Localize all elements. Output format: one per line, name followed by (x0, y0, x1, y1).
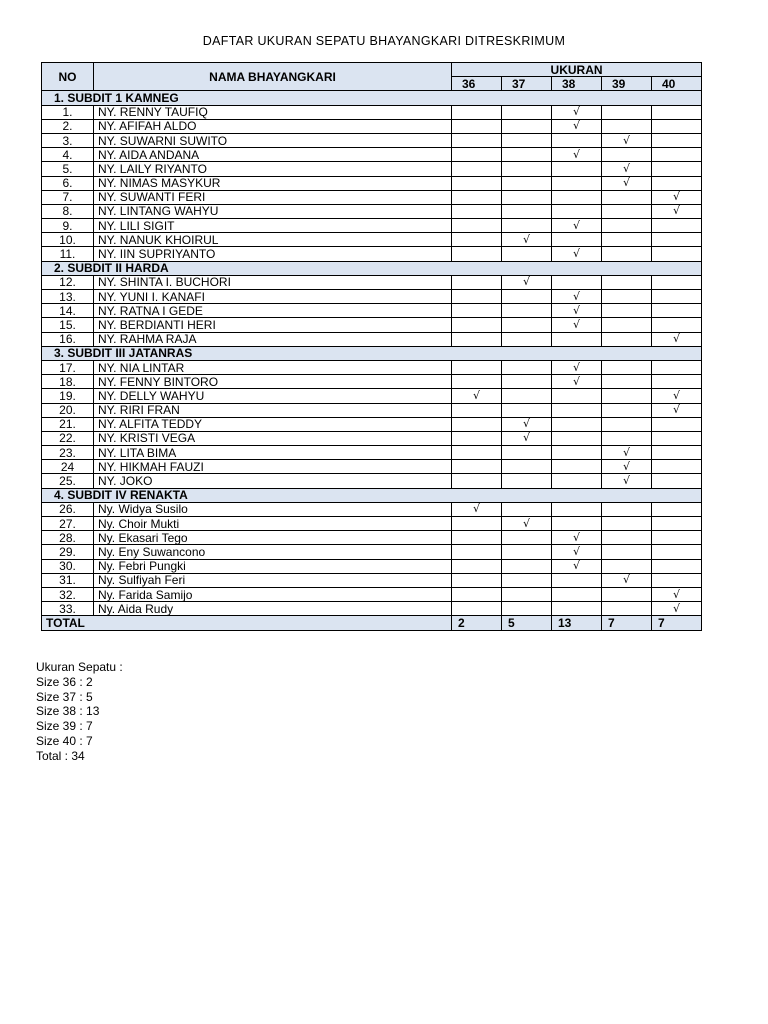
size-cell-37 (502, 502, 552, 516)
size-cell-38 (552, 389, 602, 403)
member-name: NY. LILI SIGIT (94, 219, 452, 233)
size-cell-39 (602, 389, 652, 403)
size-cell-40 (652, 375, 702, 389)
size-cell-40 (652, 417, 702, 431)
size-cell-40 (652, 219, 702, 233)
size-cell-40 (652, 573, 702, 587)
row-number: 20. (42, 403, 94, 417)
row-number: 14. (42, 304, 94, 318)
member-name: Ny. Eny Suwancono (94, 545, 452, 559)
member-name: NY. NANUK KHOIRUL (94, 233, 452, 247)
size-cell-36 (452, 119, 502, 133)
check-mark-icon: √ (502, 233, 552, 247)
size-cell-37 (502, 304, 552, 318)
table-row (42, 332, 702, 346)
section-label: 4. SUBDIT IV RENAKTA (42, 488, 702, 502)
row-number: 18. (42, 375, 94, 389)
size-cell-37 (502, 587, 552, 601)
table-row (42, 587, 702, 601)
table-row (42, 105, 702, 119)
size-cell-36 (452, 474, 502, 488)
size-cell-36 (452, 573, 502, 587)
size-cell-39 (602, 190, 652, 204)
size-cell-38 (552, 233, 602, 247)
size-cell-37 (502, 162, 552, 176)
table-header (42, 63, 702, 91)
row-number: 10. (42, 233, 94, 247)
size-cell-39 (602, 233, 652, 247)
summary-line: Size 39 : 7 (36, 719, 93, 734)
check-mark-icon: √ (652, 602, 702, 616)
size-cell-36 (452, 275, 502, 289)
member-name: Ny. Ekasari Tego (94, 531, 452, 545)
size-cell-37 (502, 446, 552, 460)
member-name: NY. FENNY BINTORO (94, 375, 452, 389)
check-mark-icon: √ (602, 573, 652, 587)
member-name: Ny. Choir Mukti (94, 517, 452, 531)
total-size-36: 2 (452, 616, 502, 630)
check-mark-icon: √ (602, 162, 652, 176)
size-cell-38 (552, 275, 602, 289)
table-row (42, 162, 702, 176)
table-row (42, 375, 702, 389)
shoe-size-table (41, 62, 702, 631)
check-mark-icon: √ (552, 148, 602, 162)
document-title: DAFTAR UKURAN SEPATU BHAYANGKARI DITRESKRIMUM (202, 34, 566, 48)
table-row (42, 602, 702, 616)
size-cell-37 (502, 545, 552, 559)
member-name: NY. HIKMAH FAUZI (94, 460, 452, 474)
size-cell-36 (452, 559, 502, 573)
size-cell-37 (502, 105, 552, 119)
table-row (42, 290, 702, 304)
table-row (42, 233, 702, 247)
check-mark-icon: √ (552, 304, 602, 318)
header-size-37: 37 (502, 77, 552, 91)
table-row (42, 204, 702, 218)
row-number: 7. (42, 190, 94, 204)
row-number: 17. (42, 360, 94, 374)
check-mark-icon: √ (552, 531, 602, 545)
table-row (42, 190, 702, 204)
row-number: 26. (42, 502, 94, 516)
row-number: 24 (42, 460, 94, 474)
size-cell-37 (502, 190, 552, 204)
header-no: NO (42, 63, 94, 91)
size-cell-39 (602, 119, 652, 133)
section-row (42, 488, 702, 502)
size-cell-40 (652, 431, 702, 445)
row-number: 3. (42, 133, 94, 147)
member-name: NY. YUNI I. KANAFI (94, 290, 452, 304)
size-cell-39 (602, 517, 652, 531)
row-number: 2. (42, 119, 94, 133)
size-cell-37 (502, 460, 552, 474)
check-mark-icon: √ (552, 219, 602, 233)
member-name: NY. AFIFAH ALDO (94, 119, 452, 133)
row-number: 29. (42, 545, 94, 559)
row-number: 11. (42, 247, 94, 261)
size-cell-38 (552, 474, 602, 488)
member-name: NY. NIMAS MASYKUR (94, 176, 452, 190)
size-cell-36 (452, 233, 502, 247)
row-number: 25. (42, 474, 94, 488)
size-cell-36 (452, 431, 502, 445)
size-cell-37 (502, 531, 552, 545)
header-size: UKURAN (452, 63, 702, 77)
size-cell-40 (652, 162, 702, 176)
section-label: 1. SUBDIT 1 KAMNEG (42, 91, 702, 105)
size-cell-40 (652, 247, 702, 261)
summary-line: Size 40 : 7 (36, 733, 93, 748)
size-cell-39 (602, 375, 652, 389)
check-mark-icon: √ (652, 204, 702, 218)
section-row (42, 346, 702, 360)
size-cell-37 (502, 133, 552, 147)
row-number: 16. (42, 332, 94, 346)
header-size-39: 39 (602, 77, 652, 91)
size-cell-40 (652, 148, 702, 162)
size-cell-36 (452, 204, 502, 218)
member-name: NY. KRISTI VEGA (94, 431, 452, 445)
table-row (42, 460, 702, 474)
total-size-38: 13 (552, 616, 602, 630)
check-mark-icon: √ (652, 587, 702, 601)
size-cell-38 (552, 573, 602, 587)
size-cell-39 (602, 148, 652, 162)
check-mark-icon: √ (652, 403, 702, 417)
row-number: 32. (42, 587, 94, 601)
size-cell-40 (652, 105, 702, 119)
member-name: NY. LAILY RIYANTO (94, 162, 452, 176)
size-cell-37 (502, 474, 552, 488)
size-cell-38 (552, 502, 602, 516)
table-row (42, 545, 702, 559)
size-cell-38 (552, 133, 602, 147)
size-cell-36 (452, 162, 502, 176)
table-row (42, 219, 702, 233)
size-cell-36 (452, 531, 502, 545)
size-cell-36 (452, 403, 502, 417)
member-name: NY. JOKO (94, 474, 452, 488)
row-number: 13. (42, 290, 94, 304)
check-mark-icon: √ (502, 431, 552, 445)
size-cell-37 (502, 290, 552, 304)
size-cell-37 (502, 360, 552, 374)
member-name: NY. NIA LINTAR (94, 360, 452, 374)
size-cell-40 (652, 502, 702, 516)
size-cell-37 (502, 375, 552, 389)
size-cell-39 (602, 545, 652, 559)
check-mark-icon: √ (502, 275, 552, 289)
size-cell-36 (452, 587, 502, 601)
size-cell-40 (652, 318, 702, 332)
row-number: 31. (42, 573, 94, 587)
check-mark-icon: √ (602, 133, 652, 147)
check-mark-icon: √ (552, 559, 602, 573)
size-cell-37 (502, 204, 552, 218)
member-name: Ny. Aida Rudy (94, 602, 452, 616)
size-cell-38 (552, 176, 602, 190)
total-row (42, 616, 702, 630)
size-cell-40 (652, 119, 702, 133)
header-name: NAMA BHAYANGKARI (94, 63, 452, 91)
size-cell-37 (502, 318, 552, 332)
section-label: 2. SUBDIT II HARDA (42, 261, 702, 275)
section-row (42, 261, 702, 275)
table-row (42, 403, 702, 417)
size-cell-39 (602, 290, 652, 304)
total-size-37: 5 (502, 616, 552, 630)
member-name: NY. AIDA ANDANA (94, 148, 452, 162)
member-name: NY. SUWARNI SUWITO (94, 133, 452, 147)
check-mark-icon: √ (452, 389, 502, 403)
size-cell-36 (452, 602, 502, 616)
header-size-36: 36 (452, 77, 502, 91)
check-mark-icon: √ (502, 417, 552, 431)
table-row (42, 431, 702, 445)
size-cell-39 (602, 247, 652, 261)
size-cell-40 (652, 474, 702, 488)
summary-heading: Ukuran Sepatu : (36, 660, 123, 674)
table-row (42, 517, 702, 531)
check-mark-icon: √ (502, 517, 552, 531)
check-mark-icon: √ (652, 389, 702, 403)
table-row (42, 304, 702, 318)
size-cell-40 (652, 290, 702, 304)
table-row (42, 360, 702, 374)
size-cell-39 (602, 559, 652, 573)
size-cell-38 (552, 460, 602, 474)
size-cell-37 (502, 247, 552, 261)
size-cell-40 (652, 233, 702, 247)
size-cell-40 (652, 517, 702, 531)
size-cell-39 (602, 332, 652, 346)
member-name: NY. ALFITA TEDDY (94, 417, 452, 431)
row-number: 22. (42, 431, 94, 445)
size-cell-36 (452, 304, 502, 318)
member-name: NY. DELLY WAHYU (94, 389, 452, 403)
table-row (42, 318, 702, 332)
summary-line: Size 36 : 2 (36, 674, 93, 689)
size-cell-39 (602, 403, 652, 417)
size-cell-38 (552, 403, 602, 417)
table-row (42, 573, 702, 587)
size-cell-36 (452, 176, 502, 190)
row-number: 21. (42, 417, 94, 431)
size-cell-37 (502, 403, 552, 417)
row-number: 12. (42, 275, 94, 289)
size-cell-39 (602, 304, 652, 318)
size-cell-40 (652, 176, 702, 190)
table-row (42, 247, 702, 261)
size-cell-36 (452, 247, 502, 261)
header-size-38: 38 (552, 77, 602, 91)
size-cell-39 (602, 219, 652, 233)
size-cell-40 (652, 275, 702, 289)
table-row (42, 502, 702, 516)
size-cell-38 (552, 162, 602, 176)
member-name: NY. SUWANTI FERI (94, 190, 452, 204)
table-row (42, 389, 702, 403)
size-cell-36 (452, 446, 502, 460)
size-cell-38 (552, 602, 602, 616)
row-number: 33. (42, 602, 94, 616)
check-mark-icon: √ (602, 446, 652, 460)
total-size-40: 7 (652, 616, 702, 630)
check-mark-icon: √ (602, 474, 652, 488)
row-number: 23. (42, 446, 94, 460)
size-cell-36 (452, 219, 502, 233)
member-name: NY. RATNA I GEDE (94, 304, 452, 318)
row-number: 19. (42, 389, 94, 403)
size-cell-36 (452, 290, 502, 304)
member-name: NY. RENNY TAUFIQ (94, 105, 452, 119)
table-row (42, 176, 702, 190)
table-row (42, 531, 702, 545)
check-mark-icon: √ (552, 105, 602, 119)
size-cell-38 (552, 587, 602, 601)
size-cell-36 (452, 417, 502, 431)
size-cell-37 (502, 559, 552, 573)
member-name: NY. BERDIANTI HERI (94, 318, 452, 332)
summary-line: Size 37 : 5 (36, 689, 93, 704)
row-number: 5. (42, 162, 94, 176)
header-size-40: 40 (652, 77, 702, 91)
size-cell-37 (502, 176, 552, 190)
check-mark-icon: √ (602, 176, 652, 190)
check-mark-icon: √ (602, 460, 652, 474)
table-row (42, 417, 702, 431)
table-row (42, 133, 702, 147)
summary-line: Size 38 : 13 (36, 704, 100, 719)
table-row (42, 119, 702, 133)
size-cell-39 (602, 318, 652, 332)
size-cell-39 (602, 360, 652, 374)
table-row (42, 148, 702, 162)
size-cell-39 (602, 275, 652, 289)
check-mark-icon: √ (652, 332, 702, 346)
member-name: NY. LINTANG WAHYU (94, 204, 452, 218)
size-cell-37 (502, 119, 552, 133)
size-cell-38 (552, 517, 602, 531)
check-mark-icon: √ (552, 247, 602, 261)
row-number: 28. (42, 531, 94, 545)
check-mark-icon: √ (652, 190, 702, 204)
size-cell-37 (502, 602, 552, 616)
size-cell-39 (602, 502, 652, 516)
check-mark-icon: √ (552, 545, 602, 559)
size-cell-36 (452, 190, 502, 204)
size-cell-39 (602, 531, 652, 545)
row-number: 9. (42, 219, 94, 233)
size-cell-39 (602, 587, 652, 601)
member-name: NY. LITA BIMA (94, 446, 452, 460)
check-mark-icon: √ (552, 360, 602, 374)
table-row (42, 559, 702, 573)
row-number: 27. (42, 517, 94, 531)
size-cell-36 (452, 105, 502, 119)
row-number: 15. (42, 318, 94, 332)
member-name: Ny. Febri Pungki (94, 559, 452, 573)
size-cell-40 (652, 545, 702, 559)
size-cell-39 (602, 204, 652, 218)
size-cell-36 (452, 133, 502, 147)
size-cell-38 (552, 431, 602, 445)
size-cell-40 (652, 446, 702, 460)
table-row (42, 474, 702, 488)
size-cell-40 (652, 133, 702, 147)
size-cell-40 (652, 531, 702, 545)
check-mark-icon: √ (452, 502, 502, 516)
size-cell-38 (552, 446, 602, 460)
size-cell-38 (552, 204, 602, 218)
size-cell-37 (502, 148, 552, 162)
size-cell-40 (652, 360, 702, 374)
table-row (42, 275, 702, 289)
row-number: 4. (42, 148, 94, 162)
row-number: 6. (42, 176, 94, 190)
member-name: NY. RAHMA RAJA (94, 332, 452, 346)
size-cell-40 (652, 460, 702, 474)
member-name: Ny. Farida Samijo (94, 587, 452, 601)
section-label: 3. SUBDIT III JATANRAS (42, 346, 702, 360)
size-cell-39 (602, 431, 652, 445)
size-cell-37 (502, 573, 552, 587)
size-cell-36 (452, 375, 502, 389)
section-row (42, 91, 702, 105)
size-cell-37 (502, 219, 552, 233)
check-mark-icon: √ (552, 375, 602, 389)
table-row (42, 446, 702, 460)
size-cell-36 (452, 318, 502, 332)
size-cell-38 (552, 417, 602, 431)
check-mark-icon: √ (552, 290, 602, 304)
total-label: TOTAL (42, 616, 452, 630)
size-cell-39 (602, 417, 652, 431)
summary-line: Total : 34 (36, 748, 85, 763)
member-name: Ny. Sulfiyah Feri (94, 573, 452, 587)
member-name: NY. RIRI FRAN (94, 403, 452, 417)
size-cell-36 (452, 460, 502, 474)
member-name: NY. IIN SUPRIYANTO (94, 247, 452, 261)
size-cell-39 (602, 105, 652, 119)
size-cell-38 (552, 190, 602, 204)
size-cell-36 (452, 517, 502, 531)
row-number: 8. (42, 204, 94, 218)
size-summary (36, 660, 123, 764)
size-cell-40 (652, 304, 702, 318)
check-mark-icon: √ (552, 318, 602, 332)
size-cell-36 (452, 545, 502, 559)
size-cell-38 (552, 332, 602, 346)
size-cell-36 (452, 148, 502, 162)
member-name: Ny. Widya Susilo (94, 502, 452, 516)
check-mark-icon: √ (552, 119, 602, 133)
member-name: NY. SHINTA I. BUCHORI (94, 275, 452, 289)
size-cell-40 (652, 559, 702, 573)
total-size-39: 7 (602, 616, 652, 630)
size-cell-36 (452, 332, 502, 346)
size-cell-39 (602, 602, 652, 616)
row-number: 30. (42, 559, 94, 573)
size-cell-37 (502, 389, 552, 403)
size-cell-36 (452, 360, 502, 374)
size-cell-37 (502, 332, 552, 346)
row-number: 1. (42, 105, 94, 119)
table-body (42, 91, 702, 630)
